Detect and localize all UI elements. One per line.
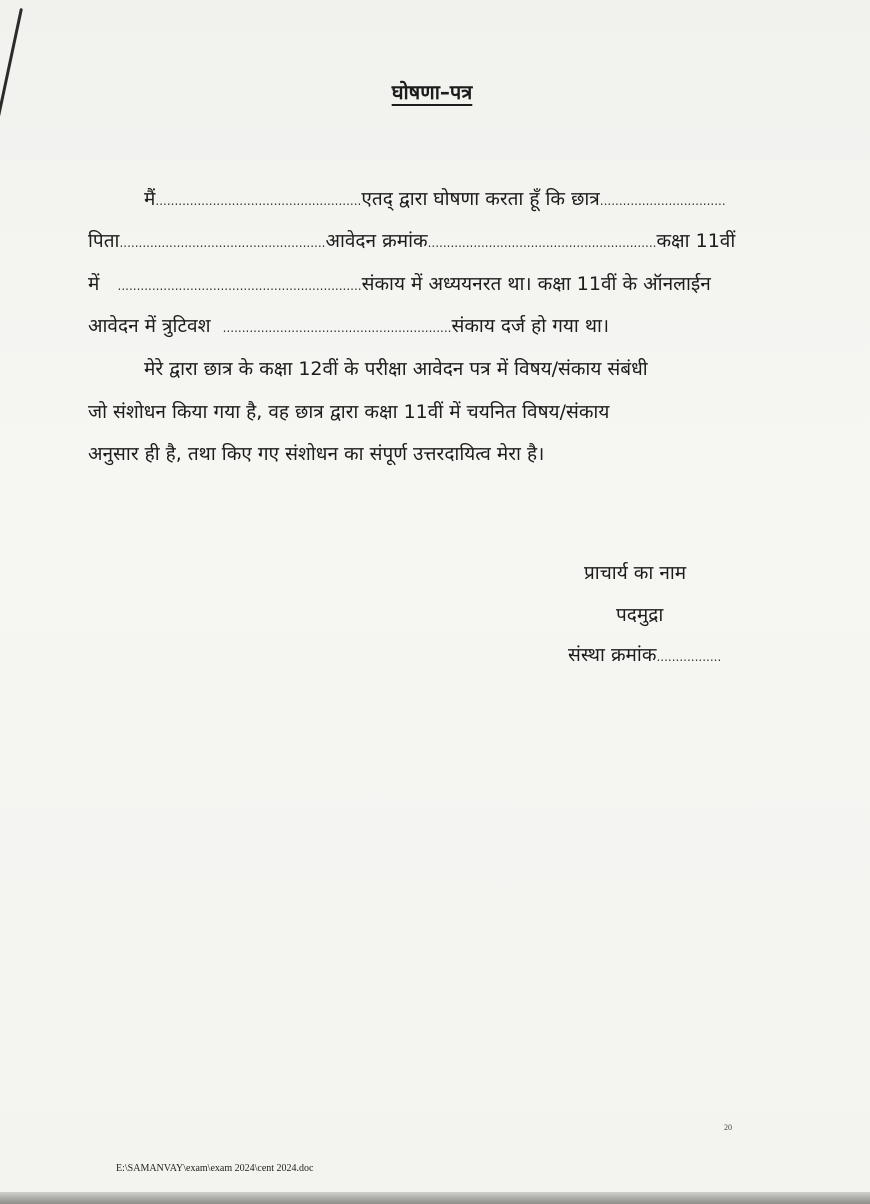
institution-number-line [568, 646, 721, 665]
paragraph-2-line-1: मेरे द्वारा छात्र के कक्षा 12वीं के परीक्षा आवेदन पत्र में विषय/संकाय संबंधी [144, 358, 648, 380]
scan-pen-mark [0, 8, 23, 126]
declaration-line-3 [88, 275, 711, 294]
blank-field: ................................. [599, 194, 726, 208]
line-text: पिता [88, 230, 120, 252]
declaration-line-2 [88, 232, 735, 251]
line-text: में [88, 273, 100, 295]
scan-bottom-edge [0, 1192, 870, 1204]
designation-seal-label: पदमुद्रा [616, 604, 664, 626]
institution-number-label: संस्था क्रमांक [568, 644, 657, 666]
line-text: आवेदन क्रमांक [325, 230, 428, 252]
blank-field: ............................................................ [427, 236, 657, 250]
declaration-line-1 [144, 190, 726, 209]
blank-field: ...................................................... [155, 194, 362, 208]
footer-file-path: E:\SAMANVAY\exam\exam 2024\cent 2024.doc [116, 1163, 314, 1174]
line-text: एतद् द्वारा घोषणा करता हूँ कि छात्र [361, 188, 600, 210]
document-title: घोषणा–पत्र [391, 80, 473, 104]
blank-field: ................. [656, 650, 722, 664]
line-text: आवेदन में त्रुटिवश [88, 315, 211, 337]
line-text: कक्षा 11वीं [656, 230, 736, 252]
blank-field: ...................................................... [119, 236, 326, 250]
paragraph-2-line-2: जो संशोधन किया गया है, वह छात्र द्वारा कक्षा 11वीं में चयनित विषय/संकाय [88, 401, 610, 423]
declaration-line-4 [88, 317, 609, 336]
page-number: 20 [724, 1123, 732, 1132]
line-text: संकाय दर्ज हो गया था। [451, 315, 610, 337]
principal-name-label: प्राचार्य का नाम [584, 562, 687, 584]
blank-field: ................................................................ [117, 279, 362, 293]
line-text: मैं [144, 188, 156, 210]
line-text: संकाय में अध्ययनरत था। कक्षा 11वीं के ऑनलाईन [361, 273, 711, 295]
paragraph-2-line-3: अनुसार ही है, तथा किए गए संशोधन का संपूर्ण उत्तरदायित्व मेरा है। [88, 443, 545, 465]
blank-field: ............................................................ [222, 321, 452, 335]
